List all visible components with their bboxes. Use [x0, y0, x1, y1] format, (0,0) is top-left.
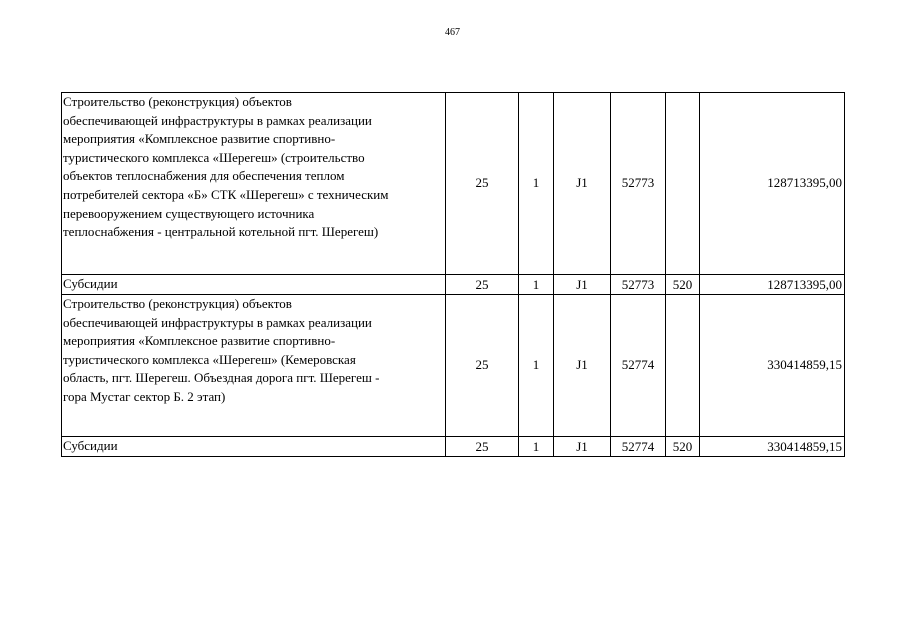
row-name: Строительство (реконструкция) объектов обеспечивающей инфраструктуры в рамках реализации мероприятия «Комплексное развитие спортивно- туристического комплекса «Шерегеш» (Кемеровская область, пгт. Шерегеш. Объездная дорога пгт. Шерегеш - гора Мустаг сектор Б. 2 этап): [62, 295, 446, 437]
subsection-code: 1: [519, 93, 554, 275]
page-number: 467: [445, 27, 460, 38]
target-article-code: 52773: [611, 275, 666, 295]
section-code: 25: [446, 437, 519, 457]
program-code: J1: [554, 295, 611, 437]
amount: 128713395,00: [700, 93, 845, 275]
section-code: 25: [446, 295, 519, 437]
target-article-code: 52774: [611, 295, 666, 437]
subsection-code: 1: [519, 275, 554, 295]
target-article-code: 52773: [611, 93, 666, 275]
expense-type-code: [666, 93, 700, 275]
budget-table: [61, 92, 845, 457]
program-code: J1: [554, 275, 611, 295]
amount: 128713395,00: [700, 275, 845, 295]
amount: 330414859,15: [700, 295, 845, 437]
expense-type-code: 520: [666, 275, 700, 295]
subsection-code: 1: [519, 295, 554, 437]
target-article-code: 52774: [611, 437, 666, 457]
row-name: Строительство (реконструкция) объектов обеспечивающей инфраструктуры в рамках реализации мероприятия «Комплексное развитие спортивно- туристического комплекса «Шерегеш» (строительство объектов теплоснабжения для обеспечения теплом потребителей сектора «Б» СТК «Шерегеш» с техническим перевооружением существующего источника теплоснабжения - центральной котельной пгт. Шерегеш): [62, 93, 446, 275]
subsection-code: 1: [519, 437, 554, 457]
amount: 330414859,15: [700, 437, 845, 457]
section-code: 25: [446, 93, 519, 275]
program-code: J1: [554, 437, 611, 457]
row-name: Субсидии: [62, 275, 446, 295]
table-row: [62, 275, 845, 295]
expense-type-code: [666, 295, 700, 437]
table-row: [62, 437, 845, 457]
section-code: 25: [446, 275, 519, 295]
table-row: [62, 93, 845, 275]
table-row: [62, 295, 845, 437]
expense-type-code: 520: [666, 437, 700, 457]
program-code: J1: [554, 93, 611, 275]
row-name: Субсидии: [62, 437, 446, 457]
